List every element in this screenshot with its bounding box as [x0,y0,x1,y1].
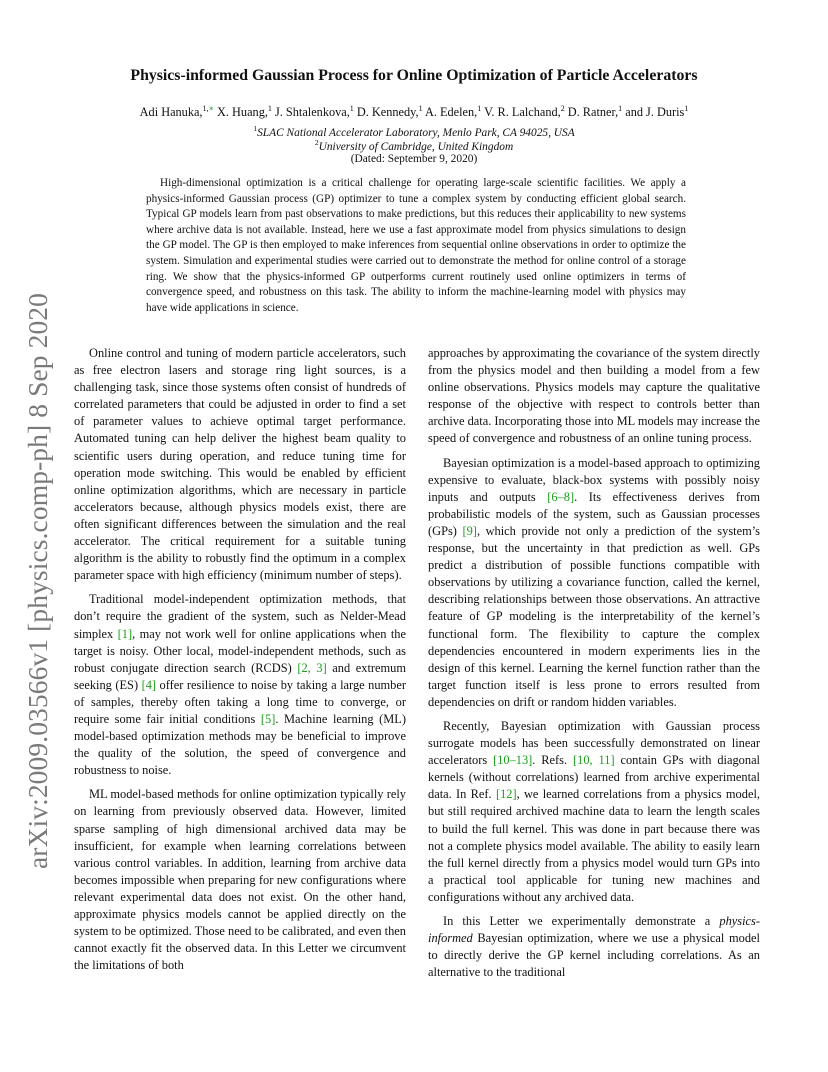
text-run: Bayesian optimization, where we use a physical model to directly derive the GP kernel including correlations. As an alternative to the traditional [428,931,760,980]
text-run: , may not work well for online applications when the target is noisy. Other local, model-independent methods, such as robust conjugate direction search (RCDS) [74,626,406,675]
text-run: Traditional model-independent optimization methods, that don’t require the gradient of the system, such as Nelder-Mead simplex [74,592,406,641]
affiliation-sup: 2 [314,138,319,147]
date-line: (Dated: September 9, 2020) [350,153,478,165]
affiliation-text: SLAC National Accelerator Laboratory, Menlo Park, CA 94025, USA [257,126,575,139]
affiliation-1 [0,124,828,139]
author: D. Ratner, [564,105,619,120]
citation-link[interactable]: 11] [598,753,615,768]
text-run: Recently, Bayesian optimization with Gaussian process surrogate models has been successfully demonstrated on linear accelerators [428,718,760,768]
citation-link[interactable]: [9] [462,523,477,538]
paragraph [428,913,760,981]
citation-link[interactable]: [5] [260,711,276,726]
author: Adi Hanuka, [139,105,203,120]
paragraph: Online control and tuning of modern particle accelerators, such as free electron lasers and storage ring light sources, is a challenging task, since those systems often consist of hundreds of correlated parameters that could be adjusted in order to find a set of parameter values to achieve optimal target performance. Automated tuning can help deliver the highest beam quality to scientific users during operation, and reduce tuning time for operation mode switching. This would be enabled by efficient online optimization algorithms, which are necessary in particle accelerators because, although physics models exist, there are often significant differences between the simulation and the real accelerator. The critical requirement for a suitable tuning algorithm is the ability to robustly find the optimum in a complex parameter space with high efficiency (minimum number of steps). [74,346,406,583]
text-run: , we learned correlations from a physics model, but still required archived machine data to learn the length scales to build the full kernel. This was done in part because there was not a complete physics model available. The ability to easily learn the full kernel directly from a physics model would turn GPs into a practical tool applicable for tuning new machines and configurations without any archived data. [428,787,760,904]
paper-title: Physics-informed Gaussian Process for Online Optimization of Particle Accelerators [130,67,698,84]
left-column [74,345,406,981]
author-list [0,104,828,120]
text-run: contain GPs with diagonal kernels (without correlations) learned from archive experimental data. In Ref. [428,753,761,802]
text-run: Bayesian optimization is a model-based approach to optimizing expensive to evaluate, black-box systems with possibly noisy inputs and outputs [428,455,760,504]
author-affil-sup: 1, [202,104,209,113]
paragraph [428,455,760,711]
abstract: High-dimensional optimization is a critical challenge for operating large-scale scientific facilities. We apply a physics-informed Gaussian process (GP) optimizer to tune a complex system by conducting efficient global search. Typical GP models learn from past observations to make predictions, but this reduces their applicability to new systems where archive data is not available. Instead, here we use a fast approximate model from physics simulations to design the GP model. The GP is then employed to make inferences from sequential online observations in order to optimize the system. Simulation and experimental studies were carried out to demonstrate the method for online control of a storage ring. We show that the physics-informed GP outperforms current routinely used online optimizers in terms of convergence speed, and robustness on this task. The ability to inform the machine-learning model with physics may have wide applications in science. [146,177,686,314]
affiliation-text: University of Cambridge, United Kingdom [318,140,514,153]
citation-link[interactable]: [2, [297,660,311,675]
author-affil-sup: 2 [560,104,565,113]
text-run: offer resilience to noise by taking a large number of samples, thereby often taking a long time to converge, or require some fair initial conditions [74,677,406,726]
paragraph [428,718,760,906]
paragraph: approaches by approximating the covariance of the system directly from the physics model and then building a model from a few online observations. Physics models may capture the qualitative response of the objective with respect to controls better than archive data. Incorporating those into ML models may increase the speed of convergence and robustness of an online tuning process. [428,346,760,446]
author-affil-sup: 1 [684,104,689,113]
citation-link[interactable]: [10, [573,753,593,768]
citation-link[interactable]: [1] [117,626,133,641]
right-column [428,345,760,988]
text-run: . Machine learning (ML) model-based optimization methods may be beneficial to improve the quality of the solution, the speed of convergence and robustness to noise. [74,711,406,778]
citation-link[interactable]: [6–8] [547,489,575,504]
author: V. R. Lalchand, [481,105,561,120]
author: X. Huang, [213,105,268,120]
author: and J. Duris [622,105,685,120]
paragraph: ML model-based methods for online optimization typically rely on learning from previously observed data. However, limited sparse sampling of high dimensional archived data may be insufficient, for example when learning correlations between various control variables. In addition, learning from archive data becomes impossible when preparing for new configurations where relevant experimental data does not exist. On the other hand, approximate physics models cannot be applied directly on the system to be optimized. Those need to be calibrated, and even then cannot exactly fit the observed data. In this Letter we circumvent the limitations of both [74,787,406,973]
corresponding-mark: ∗ [208,104,214,113]
author-affil-sup: 1 [418,104,423,113]
author: D. Kennedy, [353,105,419,120]
text-run: . Refs. [532,753,573,768]
emphasis: physics-informed [428,914,760,946]
citation-link[interactable]: 3] [316,660,327,675]
text-run: and extremum seeking (ES) [74,660,406,692]
author-affil-sup: 1 [618,104,623,113]
citation-link[interactable]: [10–13] [493,753,533,768]
author-affil-sup: 1 [477,104,482,113]
author-affil-sup: 1 [267,104,272,113]
author: A. Edelen, [422,105,478,120]
text-run: , which provide not only a prediction of the system’s response, but the uncertainty in that prediction as well. GPs predict a distribution of possible functions compatible with observations by utilizing a covariance function, called the kernel, describing relationships between those observations. An attractive feature of GP modeling is the interpretability of the kernel’s functional form. The flexibility to capture the complex dependencies encountered in modern experiments lies in the design of this kernel. Learning the kernel function rather than the target function itself is less prone to errors resulted from dependencies on drift or random hidden variables. [428,523,760,709]
affiliation-2 [0,138,828,153]
arxiv-identifier: arXiv:2009.03566v1 [physics.comp-ph] 8 Sep 2020 [22,293,53,870]
text-run: . Its effectiveness derives from probabilistic models of the system, such as Gaussian processes (GPs) [428,489,760,538]
text-run: In this Letter we experimentally demonstrate a [443,914,720,928]
citation-link[interactable]: [12] [495,787,517,802]
author: J. Shtalenkova, [271,105,350,120]
citation-link[interactable]: [4] [141,677,157,692]
author-affil-sup: 1 [349,104,354,113]
affiliation-sup: 1 [253,124,258,133]
paragraph [74,591,406,779]
